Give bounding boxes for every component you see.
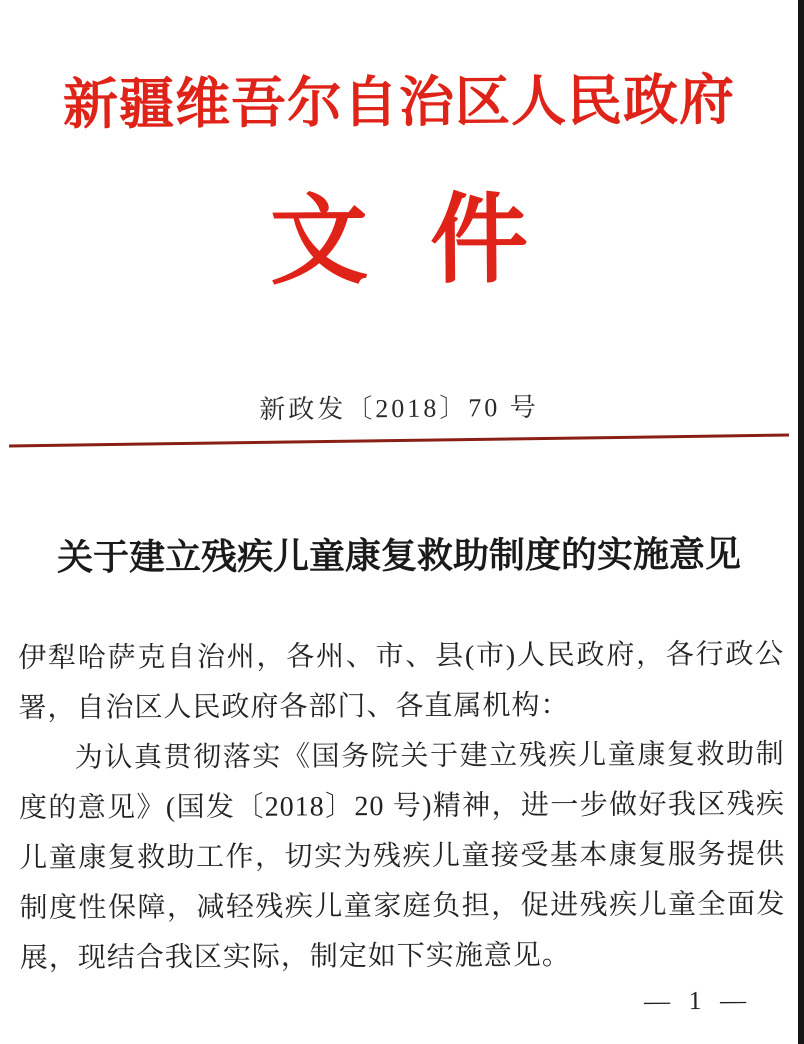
document-body: [18, 630, 786, 984]
body-paragraph-intro: 为认真贯彻落实《国务院关于建立残疾儿童康复救助制度的意见》(国发〔2018〕20 号)精神，进一步做好我区残疾儿童康复救助工作，切实为残疾儿童接受基本康复服务提供制度性保障，减轻残疾儿童家庭负担，促进残疾儿童全面发展，现结合我区实际，制定如下实施意见。: [18, 738, 786, 975]
body-paragraph-recipients: 伊犁哈萨克自治州，各州、市、县(市)人民政府，各行政公署，自治区人民政府各部门、各直属机构：: [18, 638, 785, 725]
letterhead-doc-type: [0, 159, 798, 306]
page-number: — 1 —: [643, 985, 753, 1016]
doc-type-char-wen: 文: [269, 188, 369, 297]
document-number: 新政发〔2018〕70 号: [259, 392, 539, 425]
scan-edge-artifact: [798, 0, 804, 1044]
document-title: 关于建立残疾儿童康复救助制度的实施意见: [56, 534, 742, 578]
letterhead-org-name: 新疆维吾尔自治区人民政府: [62, 69, 736, 136]
doc-type-char-jian: 件: [429, 187, 529, 296]
red-divider-line: [9, 434, 789, 448]
